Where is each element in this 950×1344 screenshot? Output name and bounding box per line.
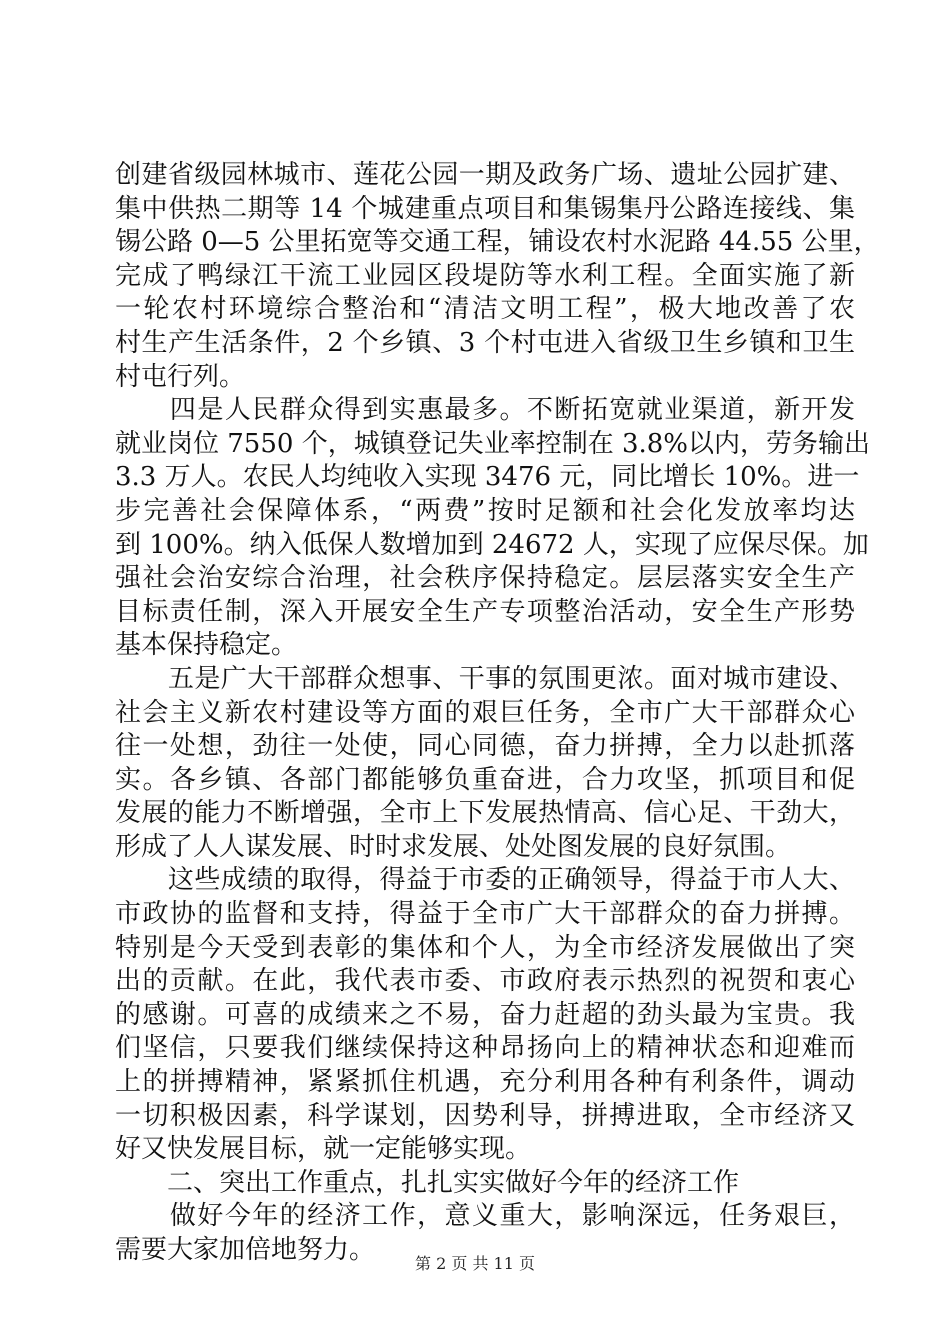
text-line: 村屯行列。 (115, 361, 246, 392)
text-line: 好又快发展目标，就一定能够实现。 (115, 1134, 532, 1165)
text-line: 市政协的监督和支持，得益于全市广大干部群众的奋力拼搏。 (115, 899, 855, 930)
text-line: 出的贡献。在此，我代表市委、市政府表示热烈的祝贺和衷心 (115, 966, 855, 997)
text-line: 上的拼搏精神，紧紧抓住机遇，充分利用各种有利条件，调动 (115, 1067, 855, 1098)
text-line: 实。各乡镇、各部门都能够负重奋进，合力攻坚，抓项目和促 (115, 764, 855, 795)
text-line: 往一处想，劲往一处使，同心同德，奋力拼搏，全力以赴抓落 (115, 731, 855, 762)
text-line: 一轮农村环境综合整治和“清洁文明工程”，极大地改善了农 (115, 294, 855, 325)
text-line: 步完善社会保障体系，“两费”按时足额和社会化发放率均达 (115, 495, 855, 526)
text-line: 这些成绩的取得，得益于市委的正确领导，得益于市人大、 (115, 865, 855, 896)
text-line: 锡公路 0—5 公里拓宽等交通工程，铺设农村水泥路 44.55 公里， (115, 227, 880, 258)
document-body (115, 159, 880, 1268)
text-line: 3.3 万人。农民人均纯收入实现 3476 元，同比增长 10%。进一 (115, 462, 860, 493)
text-line: 形成了人人谋发展、时时求发展、处处图发展的良好氛围。 (115, 831, 792, 862)
text-line: 村生产生活条件，2 个乡镇、3 个村屯进入省级卫生乡镇和卫生 (115, 327, 855, 358)
text-line: 基本保持稳定。 (115, 630, 298, 661)
text-line: 需要大家加倍地努力。 (115, 1235, 376, 1265)
text-line: 社会主义新农村建设等方面的艰巨任务，全市广大干部群众心 (115, 697, 855, 728)
text-line: 创建省级园林城市、莲花公园一期及政务广场、遗址公园扩建、 (115, 160, 855, 190)
text-line: 强社会治安综合治理，社会秩序保持稳定。层层落实安全生产 (115, 563, 855, 594)
text-line: 目标责任制，深入开展安全生产专项整治活动，安全生产形势 (115, 596, 855, 627)
text-line: 们坚信，只要我们继续保持这种昂扬向上的精神状态和迎难而 (115, 1033, 855, 1064)
text-line: 到 100%。纳入低保人数增加到 24672 人，实现了应保尽保。加 (115, 529, 869, 560)
text-line: 二、突出工作重点，扎扎实实做好今年的经济工作 (115, 1167, 740, 1198)
text-line: 发展的能力不断增强，全市上下发展热情高、信心足、干劲大， (115, 798, 855, 829)
page-number-footer: 第 2 页 共 11 页 (415, 1254, 535, 1273)
text-line: 五是广大干部群众想事、干事的氛围更浓。面对城市建设、 (115, 663, 855, 694)
text-line: 集中供热二期等 14 个城建重点项目和集锡集丹公路连接线、集 (115, 193, 855, 224)
text-line: 就业岗位 7550 个，城镇登记失业率控制在 3.8%以内，劳务输出 (115, 428, 871, 459)
text-line: 的感谢。可喜的成绩来之不易，奋力赶超的劲头最为宝贵。我 (115, 999, 855, 1030)
text-line: 完成了鸭绿江干流工业园区段堤防等水利工程。全面实施了新 (115, 260, 855, 291)
text-line: 特别是今天受到表彰的集体和个人，为全市经济发展做出了突 (115, 932, 855, 963)
text-line: 做好今年的经济工作，意义重大，影响深远，任务艰巨， (115, 1201, 855, 1232)
text-line: 四是人民群众得到实惠最多。不断拓宽就业渠道，新开发 (115, 395, 855, 426)
text-line: 一切积极因素，科学谋划，因势利导，拼搏进取，全市经济又 (115, 1100, 855, 1131)
